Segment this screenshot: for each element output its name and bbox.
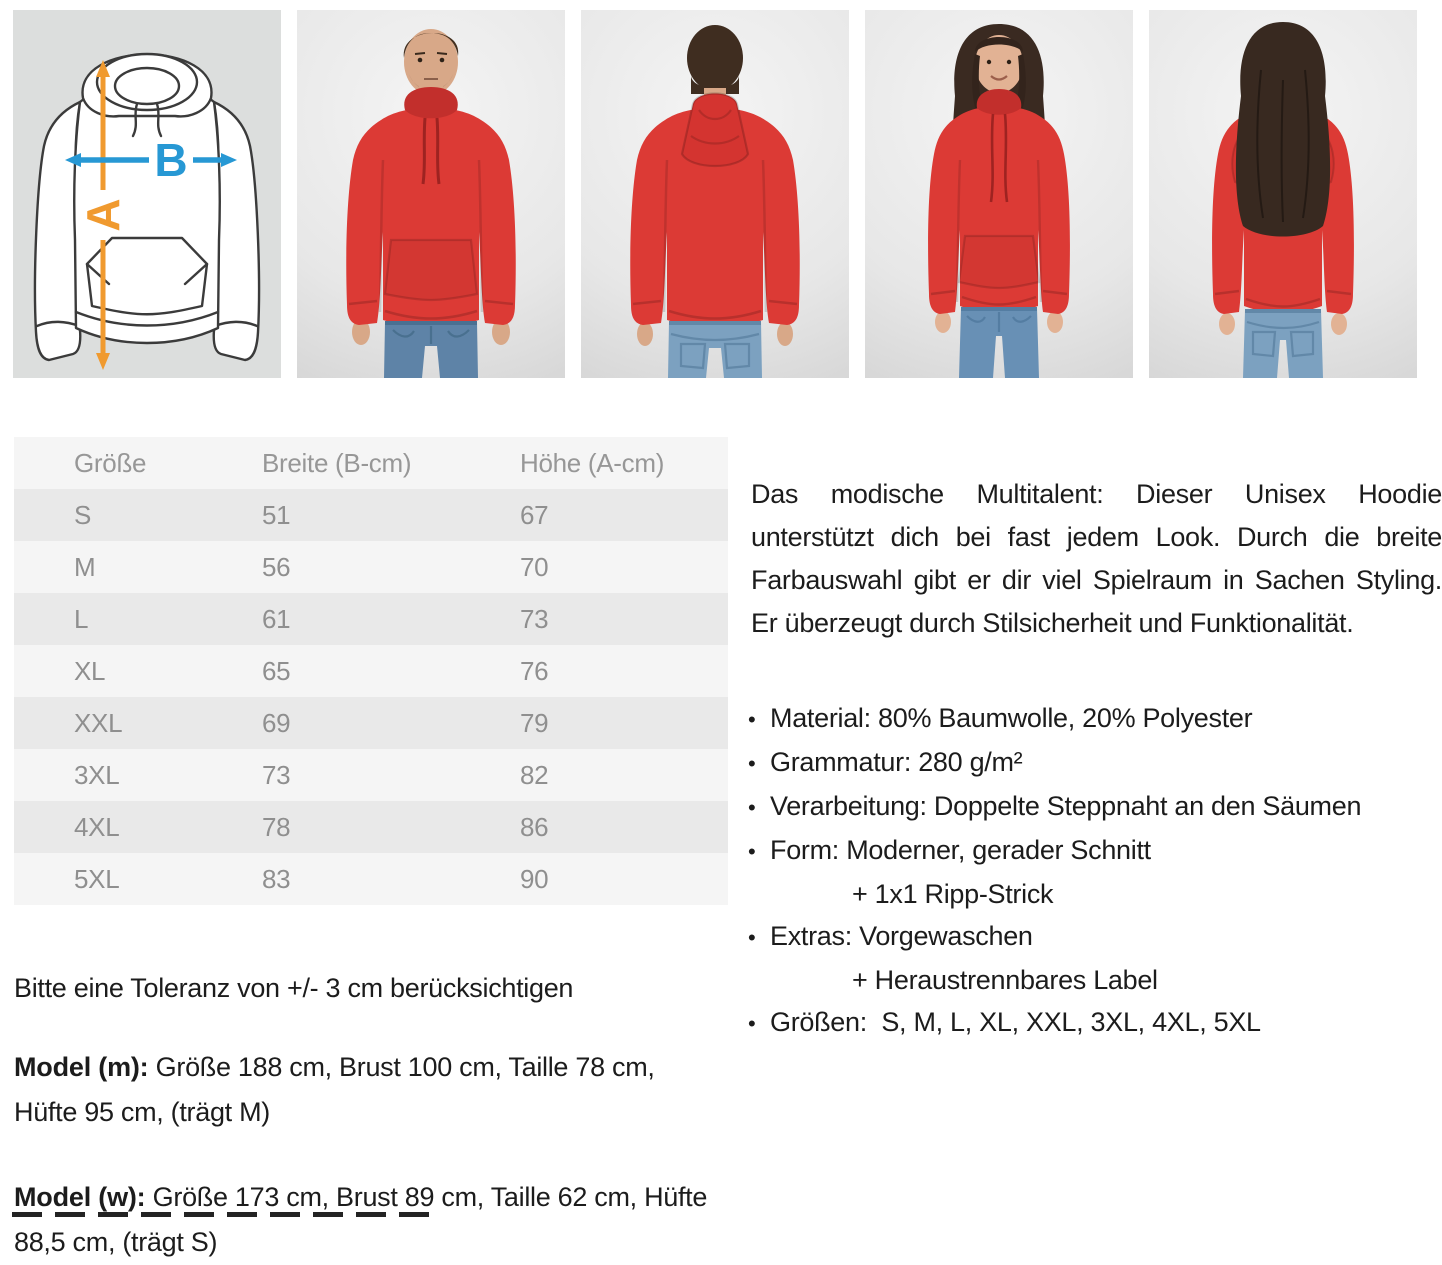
hoodie-outline-icon	[13, 10, 281, 378]
size-table	[14, 437, 728, 905]
feature-extras-continuation: + Heraustrennbares Label	[852, 965, 1158, 995]
feature-extras: • Extras: Vorgewaschen	[748, 915, 1442, 959]
col-header-height: Höhe (A-cm)	[520, 447, 665, 478]
measurement-diagram	[13, 10, 281, 378]
table-row: XL 65 76	[14, 645, 728, 697]
bullet-icon: •	[748, 751, 756, 776]
bullet-icon: •	[748, 925, 756, 950]
table-row: L 61 73	[14, 593, 728, 645]
table-row: 5XL 83 90	[14, 853, 728, 905]
model-w-info	[14, 1175, 720, 1265]
photo-male-front	[297, 10, 565, 378]
feature-verarbeitung: • Verarbeitung: Doppelte Steppnaht an den Säumen	[748, 785, 1442, 829]
bullet-icon: •	[748, 839, 756, 864]
male-back-figure	[581, 10, 849, 378]
table-row: M 56 70	[14, 541, 728, 593]
feature-material: • Material: 80% Baumwolle, 20% Polyester	[748, 697, 1442, 741]
feature-grammatur: • Grammatur: 280 g/m²	[748, 741, 1442, 785]
photo-female-front	[865, 10, 1133, 378]
tolerance-note: Bitte eine Toleranz von +/- 3 cm berücksichtigen	[14, 973, 574, 1003]
feature-list	[748, 697, 1442, 1045]
bullet-icon: •	[748, 1011, 756, 1036]
feature-groessen: • Größen: S, M, L, XL, XXL, 3XL, 4XL, 5XL	[748, 1001, 1442, 1045]
female-front-figure	[865, 10, 1133, 378]
photo-female-back	[1149, 10, 1417, 378]
feature-form-continuation: + 1x1 Ripp-Strick	[852, 879, 1054, 909]
table-row: S 51 67	[14, 489, 728, 541]
size-table-header	[14, 437, 728, 489]
col-header-width: Breite (B-cm)	[262, 447, 412, 478]
col-header-size: Größe	[74, 447, 147, 478]
label-b: B	[154, 134, 188, 186]
photo-male-back	[581, 10, 849, 378]
feature-form: • Form: Moderner, gerader Schnitt	[748, 829, 1442, 873]
cutoff-element-strip	[12, 1212, 440, 1217]
model-m-label: Model (m):	[14, 1052, 149, 1082]
table-row: 4XL 78 86	[14, 801, 728, 853]
bullet-icon: •	[748, 795, 756, 820]
label-a: A	[77, 198, 129, 232]
male-front-figure	[297, 10, 565, 378]
model-m-text: Größe 188 cm, Brust 100 cm, Taille 78 cm, Hüfte 95 cm, (trägt M)	[14, 1052, 655, 1127]
model-w-text: Größe 173 cm, Brust 89 cm, Taille 62 cm, Hüfte 88,5 cm, (trägt S)	[14, 1182, 708, 1257]
female-back-figure	[1149, 10, 1417, 378]
model-m-info	[14, 1045, 720, 1135]
table-row: XXL 69 79	[14, 697, 728, 749]
table-row: 3XL 73 82	[14, 749, 728, 801]
product-description: Das modische Multitalent: Dieser Unisex Hoodie unterstützt dich bei fast jedem Look. Durch die breite Farbauswahl gibt er dir viel Spielraum in Sachen Styling. Er überzeugt durch Stilsicherheit und Funktionalität.	[751, 479, 1442, 638]
model-w-label: Model (w):	[14, 1182, 146, 1212]
bullet-icon: •	[748, 707, 756, 732]
product-gallery	[13, 10, 1417, 378]
